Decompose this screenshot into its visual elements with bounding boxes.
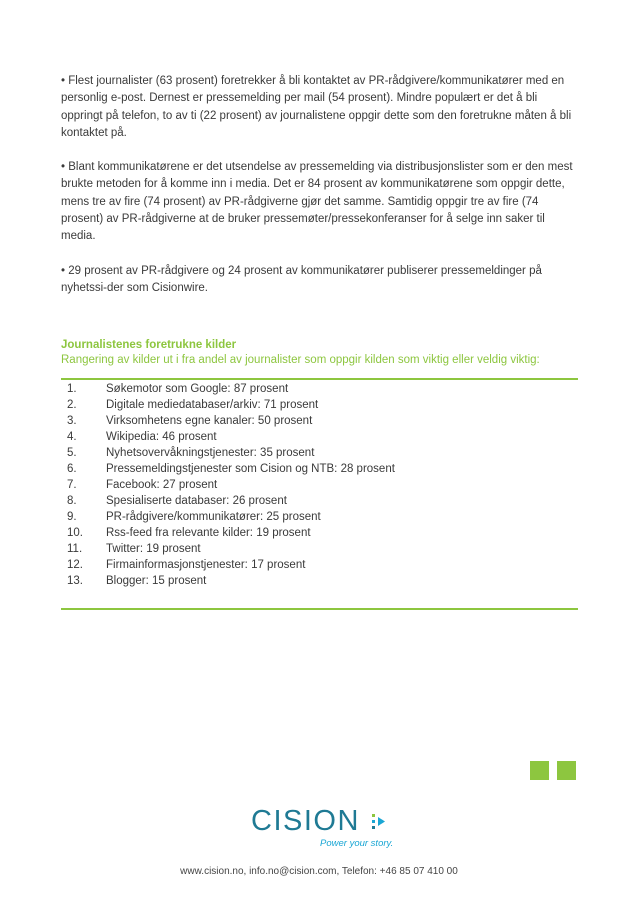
bullet-list (61, 73, 581, 314)
list-item (61, 525, 578, 541)
list-item (61, 493, 578, 509)
footer-contact: www.cision.no, info.no@cision.com, Telefon: +46 85 07 410 00 (180, 866, 458, 877)
list-item (61, 509, 578, 525)
item-text: Spesialiserte databaser: 26 prosent (106, 495, 287, 507)
list-item (61, 557, 578, 573)
list-item (61, 573, 578, 589)
item-number: 6. (67, 463, 77, 475)
item-text: Wikipedia: 46 prosent (106, 431, 217, 443)
item-number: 3. (67, 415, 77, 427)
item-text: Blogger: 15 prosent (106, 575, 207, 587)
item-number: 8. (67, 495, 77, 507)
item-number: 1. (67, 383, 77, 395)
item-number: 10. (67, 527, 83, 539)
item-text: Facebook: 27 prosent (106, 479, 218, 491)
item-text: Rss-feed fra relevante kilder: 19 prosent (106, 527, 311, 539)
bullet-paragraph: • 29 prosent av PR-rådgivere og 24 prosent av kommunikatører publiserer pressemeldinger på nyhetssi-der som Cisionwire. (61, 264, 542, 294)
logo-arrow-icon (372, 814, 386, 830)
item-text: Virksomhetens egne kanaler: 50 prosent (106, 415, 313, 427)
list-item (61, 445, 578, 461)
decorative-squares (530, 761, 576, 780)
list-item (61, 381, 578, 397)
list-item (61, 413, 578, 429)
logo-wordmark: CISION (251, 805, 360, 837)
green-square-icon (557, 761, 576, 780)
item-text: PR-rådgivere/kommunikatører: 25 prosent (106, 511, 321, 523)
item-text: Firmainformasjonstjenester: 17 prosent (106, 559, 306, 571)
item-text: Pressemeldingstjenester som Cision og NTB: 28 prosent (106, 463, 395, 475)
item-text: Nyhetsovervåkningstjenester: 35 prosent (106, 447, 315, 459)
item-number: 13. (67, 575, 83, 587)
logo-tagline: Power your story. (320, 838, 394, 849)
item-number: 4. (67, 431, 77, 443)
item-number: 7. (67, 479, 77, 491)
section-subtitle: Rangering av kilder ut i fra andel av journalister som oppgir kilden som viktig eller veldig viktig: (61, 354, 540, 366)
section-title: Journalistenes foretrukne kilder (61, 339, 237, 351)
item-number: 9. (67, 511, 77, 523)
list-item (61, 477, 578, 493)
item-number: 5. (67, 447, 77, 459)
list-item (61, 429, 578, 445)
list-item (61, 397, 578, 413)
divider-bottom (61, 608, 578, 610)
item-number: 2. (67, 399, 77, 411)
sources-list (61, 381, 578, 589)
item-text: Digitale mediedatabaser/arkiv: 71 prosent (106, 399, 319, 411)
divider-top (61, 378, 578, 380)
list-item (61, 541, 578, 557)
green-square-icon (530, 761, 549, 780)
bullet-paragraph: • Blant kommunikatørene er det utsendelse av pressemelding via distribusjonslister som er den mest brukte metoden for å komme inn i media. Det er 84 prosent av kommunikatørene som oppgir dette, mens tre av fire (74 prosent) av PR-rådgiverne gjør det samme. Samtidig oppgir tre av fire (74 prosent) av PR-rådgiverne at de bruker pressemøter/pressekonferanser for å selge inn saker til media. (61, 161, 573, 243)
item-number: 12. (67, 559, 83, 571)
item-text: Twitter: 19 prosent (106, 543, 201, 555)
item-text: Søkemotor som Google: 87 prosent (106, 383, 289, 395)
cision-logo (251, 805, 394, 849)
bullet-paragraph: • Flest journalister (63 prosent) foretrekker å bli kontaktet av PR-rådgivere/kommunikatører med en personlig e-post. Dernest er pressemelding per mail (54 prosent). Mindre populært er det å bli oppringt på telefon, to av ti (22 prosent) av journalistene oppgir dette som den foretrukne måten å bli kontaktet på. (61, 75, 572, 139)
list-item (61, 461, 578, 477)
item-number: 11. (67, 543, 83, 555)
